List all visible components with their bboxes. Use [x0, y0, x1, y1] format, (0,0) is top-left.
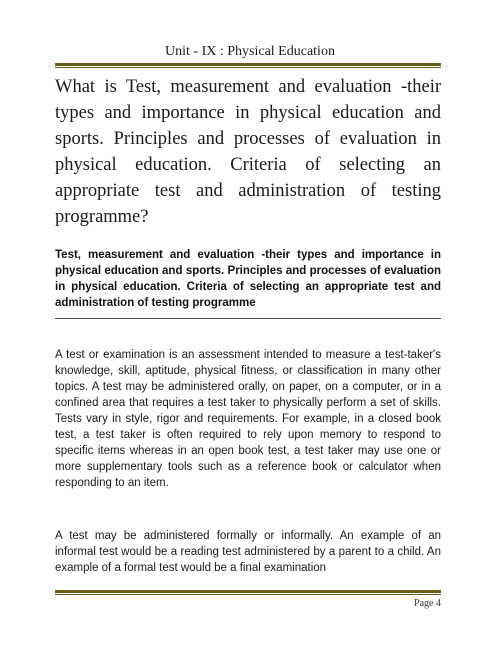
footer-rule-thin — [55, 594, 441, 595]
section-heading-underline — [55, 318, 441, 319]
section-heading: Test, measurement and evaluation -their types and importance in physical education and sports. Principles and processes of evaluation in physical education. Criteria of selecting an appropriate test and administration of testing programme — [55, 249, 441, 309]
main-heading: What is Test, measurement and evaluation -their types and importance in physical education and sports. Principles and processes of evaluation in physical education. Criteria of selecting an appropriate test and administration of testing programme? — [55, 77, 441, 227]
header-rule — [55, 63, 441, 66]
page-number: Page 4 — [414, 598, 441, 609]
header-rule-thin — [55, 67, 441, 68]
body-paragraph-2: A test may be administered formally or informally. An example of an informal test would be a reading test administered by a parent to a child. An example of a formal test would be a final examination — [55, 530, 441, 574]
body-paragraph-1: A test or examination is an assessment intended to measure a test-taker's knowledge, skill, aptitude, physical fitness, or classification in many other topics. A test may be administered orally, on paper, on a computer, or in a confined area that requires a test taker to physically perform a set of skills. Tests vary in style, rigor and requirements. For example, in a closed book test, a test taker is often required to rely upon memory to respond to specific items whereas in an open book test, a test taker may use one or more supplementary tools such as a reference book or calculator when responding to an item. — [55, 349, 441, 489]
footer-rule — [55, 590, 441, 593]
page-header-title: Unit - IX : Physical Education — [165, 44, 335, 59]
